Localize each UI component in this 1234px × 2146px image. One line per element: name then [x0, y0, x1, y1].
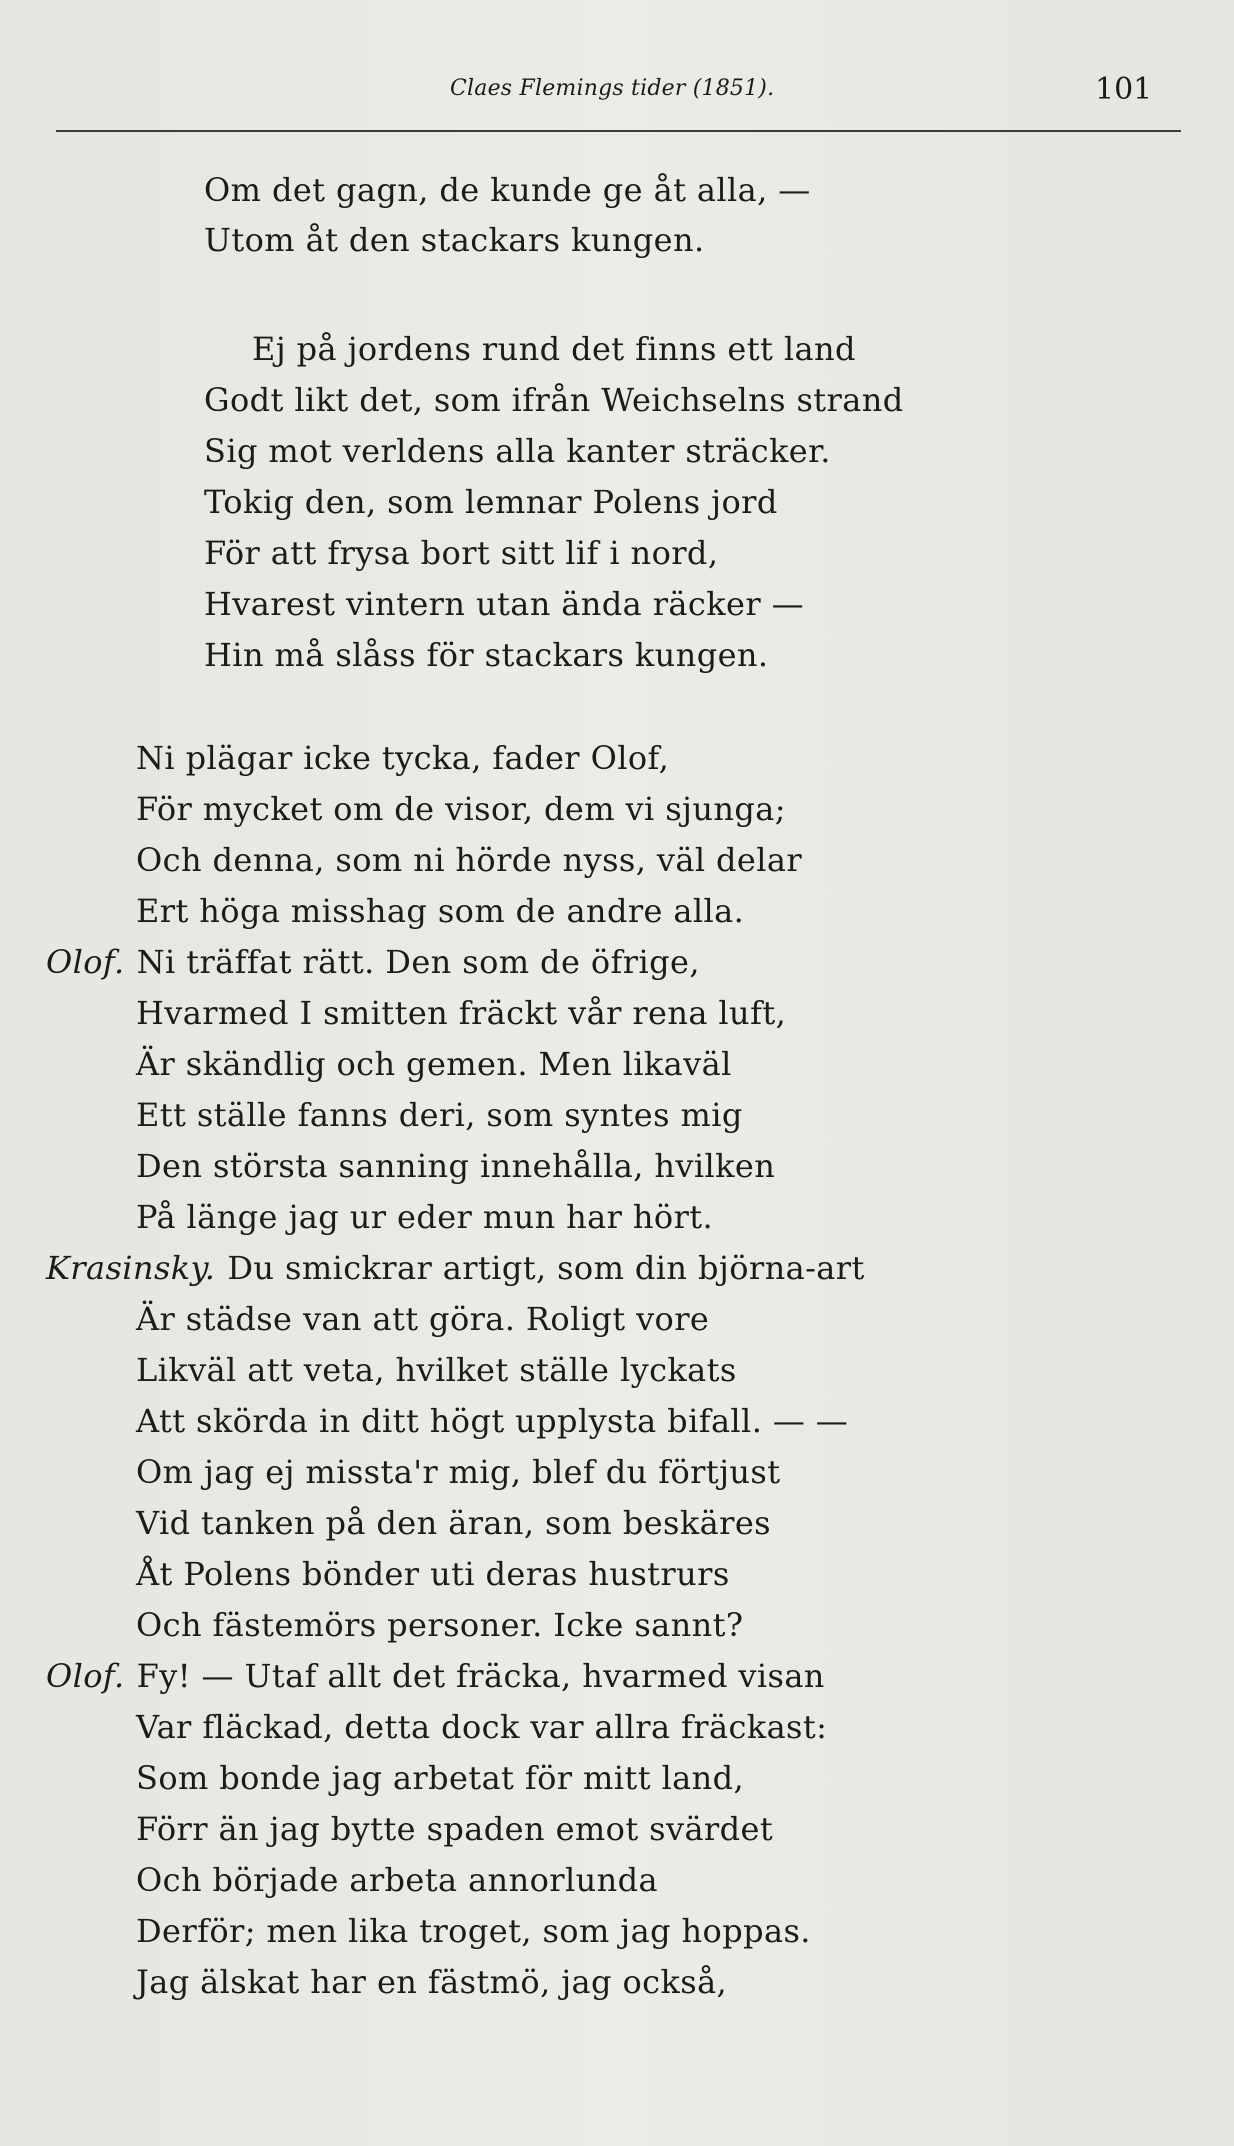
text-line	[136, 1708, 828, 1746]
line-text: Och denna, som ni hörde nyss, väl delar	[136, 841, 803, 879]
line-text: Du smickrar artigt, som din björna-art	[227, 1249, 865, 1287]
line-text: Var fläckad, detta dock var allra fräckast:	[136, 1708, 828, 1746]
text-line	[46, 1249, 865, 1287]
text-line	[136, 1453, 781, 1491]
page-number: 101	[1095, 72, 1153, 107]
text-line	[136, 790, 786, 828]
running-title: Claes Flemings tider (1851).	[450, 76, 775, 101]
line-text: Hvarmed I smitten fräckt vår rena luft,	[136, 994, 787, 1032]
line-text: Tokig den, som lemnar Polens jord	[204, 483, 778, 521]
line-text: Den största sanning innehålla, hvilken	[136, 1147, 776, 1185]
text-line	[136, 1504, 772, 1542]
line-text: Sig mot verldens alla kanter sträcker.	[204, 432, 831, 470]
line-text: För att frysa bort sitt lif i nord,	[204, 534, 719, 572]
line-text: Likväl att veta, hvilket ställe lyckats	[136, 1351, 737, 1389]
text-line	[136, 1096, 743, 1134]
text-line	[204, 432, 831, 470]
text-line	[136, 1198, 714, 1236]
line-text: Vid tanken på den äran, som beskäres	[136, 1504, 772, 1542]
line-text: För mycket om de visor, dem vi sjunga;	[136, 790, 786, 828]
text-line	[136, 841, 803, 879]
text-line	[46, 943, 700, 981]
text-line	[136, 1759, 745, 1797]
header-rule	[56, 130, 1181, 132]
line-text: Som bonde jag arbetat för mitt land,	[136, 1759, 745, 1797]
text-line	[136, 994, 787, 1032]
text-line	[252, 330, 856, 368]
text-line	[136, 1300, 710, 1338]
speaker-label: Olof.	[46, 1657, 125, 1695]
text-line	[204, 221, 705, 259]
text-line	[204, 381, 904, 419]
speaker-label: Olof.	[46, 943, 125, 981]
line-text: Ett ställe fanns deri, som syntes mig	[136, 1096, 743, 1134]
text-line	[136, 1555, 730, 1593]
line-text: Och fästemörs personer. Icke sannt?	[136, 1606, 744, 1644]
line-text: Godt likt det, som ifrån Weichselns strand	[204, 381, 904, 419]
speaker-label: Krasinsky.	[46, 1249, 216, 1287]
line-text: Om jag ej missta'r mig, blef du förtjust	[136, 1453, 781, 1491]
line-text: Hin må slåss för stackars kungen.	[204, 636, 769, 674]
text-line	[136, 1045, 732, 1083]
text-line	[136, 1351, 737, 1389]
line-text: På länge jag ur eder mun har hört.	[136, 1198, 714, 1236]
line-text: Ni plägar icke tycka, fader Olof,	[136, 739, 670, 777]
text-line	[136, 1963, 728, 2001]
text-line	[136, 739, 670, 777]
text-line	[204, 636, 769, 674]
text-line	[46, 1657, 825, 1695]
line-text: Om det gagn, de kunde ge åt alla, —	[204, 171, 811, 209]
text-line	[204, 171, 811, 209]
line-text: Ni träffat rätt. Den som de öfrige,	[136, 943, 700, 981]
text-line	[136, 1402, 849, 1440]
page-header	[0, 72, 1234, 112]
line-text: Derför; men lika troget, som jag hoppas.	[136, 1912, 811, 1950]
line-text: Fy! — Utaf allt det fräcka, hvarmed visan	[136, 1657, 825, 1695]
text-line	[204, 534, 719, 572]
line-text: Ej på jordens rund det finns ett land	[252, 330, 856, 368]
line-text: Hvarest vintern utan ända räcker —	[204, 585, 804, 623]
text-line	[136, 892, 745, 930]
line-text: Utom åt den stackars kungen.	[204, 221, 705, 259]
line-text: Är skändlig och gemen. Men likaväl	[136, 1045, 732, 1083]
line-text: Och började arbeta annorlunda	[136, 1861, 658, 1899]
text-line	[136, 1606, 744, 1644]
line-text: Är städse van att göra. Roligt vore	[136, 1300, 710, 1338]
line-text: Förr än jag bytte spaden emot svärdet	[136, 1810, 774, 1848]
line-text: Att skörda in ditt högt upplysta bifall. — —	[136, 1402, 849, 1440]
line-text: Jag älskat har en fästmö, jag också,	[136, 1963, 728, 2001]
text-line	[204, 585, 804, 623]
line-text: Ert höga misshag som de andre alla.	[136, 892, 745, 930]
text-line	[136, 1810, 774, 1848]
text-line	[136, 1912, 811, 1950]
text-line	[136, 1861, 658, 1899]
line-text: Åt Polens bönder uti deras hustrurs	[136, 1555, 730, 1593]
text-line	[204, 483, 778, 521]
text-line	[136, 1147, 776, 1185]
